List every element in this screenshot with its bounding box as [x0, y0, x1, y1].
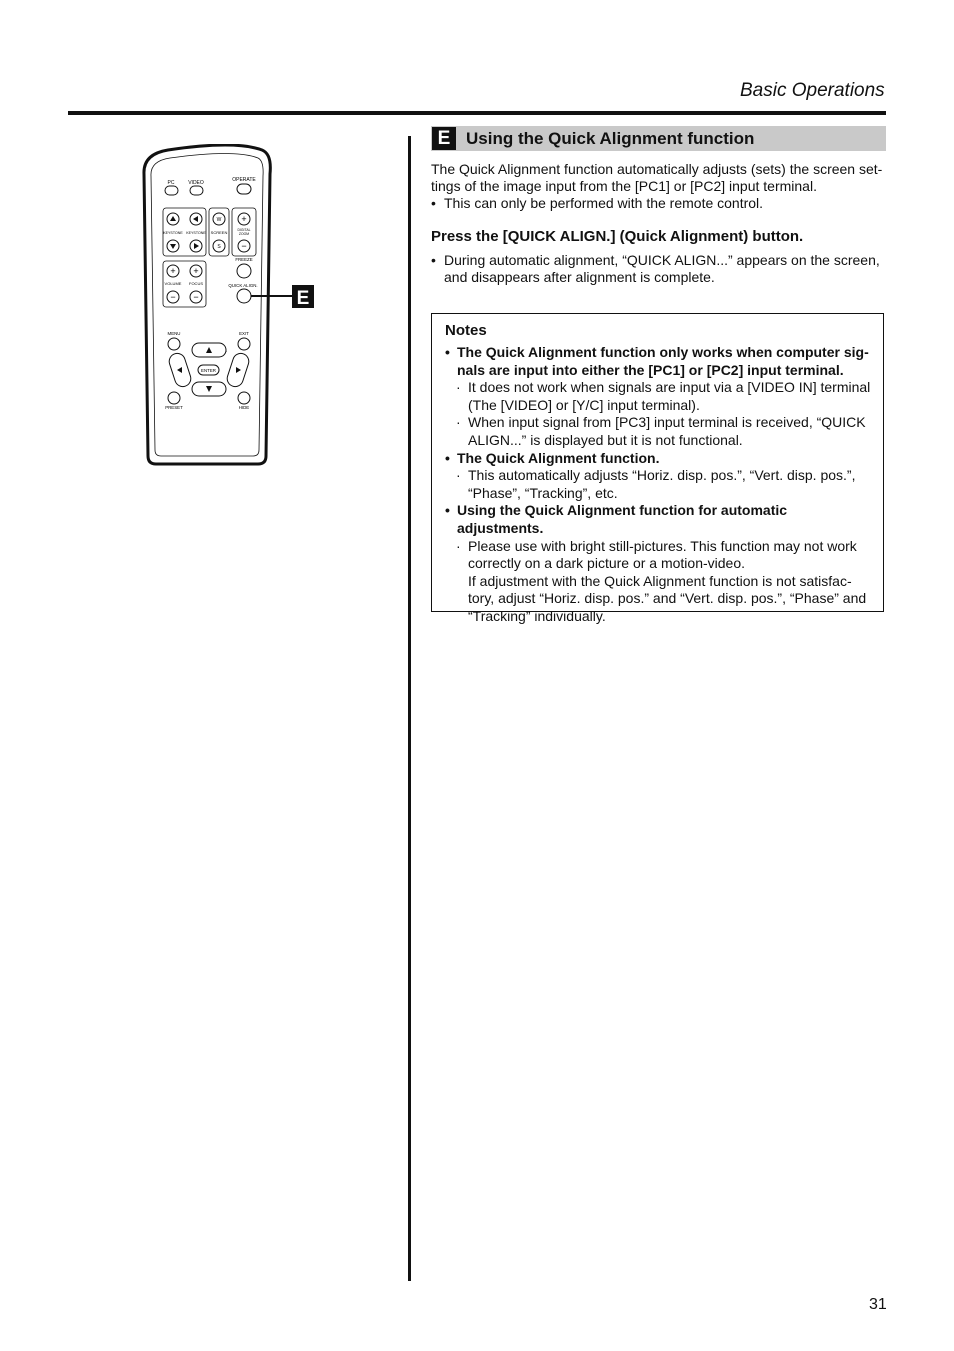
intro-line-2: tings of the image input from the [PC1] or [PC2] input terminal.	[431, 178, 817, 194]
notes-sub-2: · When input signal from [PC3] input terminal is received, “QUICK ALIGN...” is displayed but it is not functional.	[445, 414, 873, 449]
video-button	[190, 186, 203, 195]
svg-text:−: −	[241, 241, 247, 251]
label-exit: EXIT	[239, 331, 249, 336]
step-bullet-line-2: and disappears after alignment is complete.	[444, 269, 715, 285]
section-heading	[431, 126, 886, 151]
notes-box	[431, 313, 884, 624]
notes-sub-5: If adjustment with the Quick Alignment function is not satisfac- tory, adjust “Horiz. disp. pos.” and “Vert. disp. pos.”, “Phase” and “Tracking” individually.	[468, 572, 867, 624]
remote-control-illustration	[140, 144, 330, 470]
label-quick-align: QUICK ALIGN.	[228, 283, 258, 288]
label-hide: HIDE	[238, 405, 250, 410]
label-volume: VOLUME	[164, 281, 182, 286]
label-screen-w: W	[216, 217, 222, 223]
label-enter: ENTER	[201, 368, 216, 373]
svg-text:E: E	[296, 288, 310, 309]
label-menu: MENU	[167, 331, 181, 336]
intro-bullet: • This can only be performed with the remote control.	[431, 195, 886, 212]
label-freeze: FREEZE	[235, 257, 253, 262]
preset-button	[168, 392, 180, 404]
page-number: 31	[869, 1296, 887, 1313]
intro-paragraph	[431, 161, 886, 212]
freeze-button	[237, 264, 251, 278]
label-keystone-1: KEYSTONE	[163, 231, 183, 235]
operate-button	[237, 184, 251, 194]
label-digital: DIGITAL	[237, 228, 251, 232]
notes-bullet-2: • The Quick Alignment function.	[445, 450, 873, 468]
label-screen-s: S	[217, 244, 221, 250]
label-pc: PC	[167, 180, 175, 186]
svg-text:−: −	[170, 292, 176, 302]
section-header: Basic Operations	[740, 80, 885, 101]
column-divider	[408, 136, 411, 1281]
hide-button	[238, 392, 250, 404]
menu-button	[168, 338, 180, 350]
section-title: Using the Quick Alignment function	[466, 129, 755, 148]
label-video: VIDEO	[188, 180, 204, 186]
notes-bullet-1: • The Quick Alignment function only works when computer sig- nals are input into either the [PC1] or [PC2] input terminal.	[445, 344, 873, 379]
label-focus: FOCUS	[189, 281, 203, 286]
quick-align-button	[237, 289, 251, 303]
step-heading: Press the [QUICK ALIGN.] (Quick Alignment) button.	[431, 228, 804, 245]
label-screen: SCREEN	[210, 230, 228, 235]
svg-text:+: +	[170, 266, 176, 276]
label-zoom: ZOOM	[238, 232, 250, 236]
notes-body	[445, 344, 873, 626]
notes-sub-3: · This automatically adjusts “Horiz. disp. pos.”, “Vert. disp. pos.”, “Phase”, “Tracking”, etc.	[445, 467, 873, 502]
pc-button	[165, 186, 178, 195]
header-rule	[68, 111, 886, 115]
exit-button	[238, 338, 250, 350]
svg-text:+: +	[241, 214, 247, 224]
notes-title: Notes	[445, 322, 487, 339]
notes-sub-1: · It does not work when signals are input via a [VIDEO IN] terminal (The [VIDEO] or [Y/C] input terminal).	[445, 379, 873, 414]
label-preset: PRESET	[165, 405, 183, 410]
intro-line-1: The Quick Alignment function automatically adjusts (sets) the screen set-	[431, 161, 883, 177]
step-bullet-line-1: During automatic alignment, “QUICK ALIGN...” appears on the screen,	[444, 252, 880, 268]
label-keystone-2: KEYSTONE	[186, 231, 206, 235]
notes-bullet-3: • Using the Quick Alignment function for automatic adjustments.	[445, 502, 873, 537]
section-letter-badge: E	[432, 127, 456, 150]
step-bullet	[431, 252, 886, 286]
notes-sub-4: · Please use with bright still-pictures. This function may not work correctly on a dark picture or a motion-video.	[445, 538, 873, 573]
svg-text:+: +	[193, 266, 199, 276]
label-operate: OPERATE	[232, 177, 256, 183]
svg-text:−: −	[193, 292, 199, 302]
